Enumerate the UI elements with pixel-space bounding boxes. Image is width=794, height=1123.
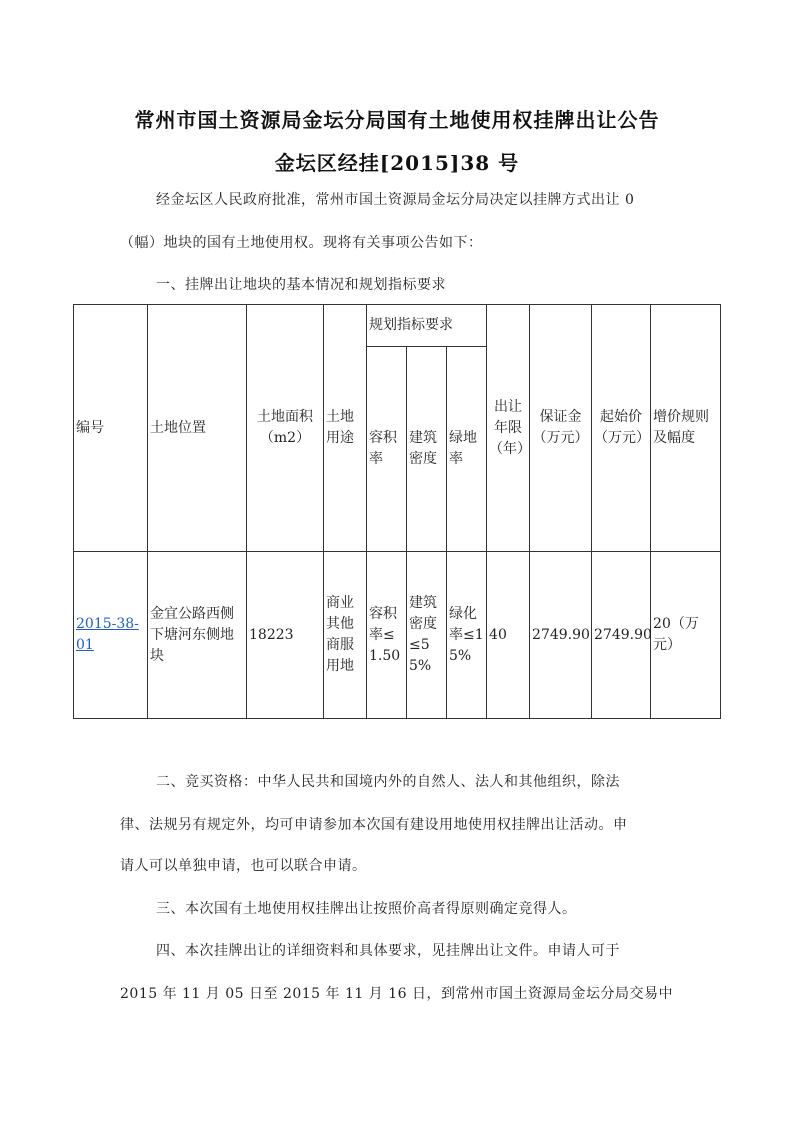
header-planning: 规划指标要求 [367,305,487,347]
cell-deposit: 2749.90 [530,552,592,719]
section-3-line-1: 三、本次国有土地使用权挂牌出让按照价高者得原则确定竞得人。 [156,901,577,917]
notice-number: 金坛区经挂[2015]38 号 [274,151,520,175]
cell-density: 建筑密度≤55% [407,552,447,719]
intro-line-2: （幅）地块的国有土地使用权。现将有关事项公告如下： [120,235,483,251]
header-far: 容积率 [367,347,407,552]
table-row [74,552,721,719]
cell-location: 金宜公路西侧下塘河东侧地块 [148,552,247,719]
header-start-price: 起始价（万元） [592,305,651,552]
intro-line-1: 经金坛区人民政府批准，常州市国土资源局金坛分局决定以挂牌方式出让 0 [156,192,635,208]
cell-term: 40 [487,552,530,719]
section-1-heading: 一、挂牌出让地块的基本情况和规划指标要求 [156,277,446,293]
cell-green: 绿化率≤15% [447,552,487,719]
section-4-line-1: 四、本次挂牌出让的详细资料和具体要求，见挂牌出让文件。申请人可于 [156,943,620,959]
header-density: 建筑密度 [407,347,447,552]
section-2-line-2: 律、法规另有规定外，均可申请参加本次国有建设用地使用权挂牌出让活动。申 [120,817,628,833]
land-parcel-table [73,304,721,719]
header-green: 绿地率 [447,347,487,552]
cell-use: 商业其他商服用地 [324,552,367,719]
header-term: 出让年限（年） [487,305,530,552]
header-area: 土地面积（m2） [247,305,324,552]
section-2-line-3: 请人可以单独申请，也可以联合申请。 [120,858,367,874]
header-deposit: 保证金（万元） [530,305,592,552]
section-4-line-2: 2015 年 11 月 05 日至 2015 年 11 月 16 日，到常州市国土资源局金坛分局交易中 [120,986,673,1002]
header-use: 土地用途 [324,305,367,552]
cell-start-price: 2749.90 [592,552,651,719]
parcel-code-link[interactable]: 2015-38-01 [76,616,139,653]
cell-far: 容积率≤1.50 [367,552,407,719]
header-increment: 增价规则及幅度 [651,305,721,552]
cell-area: 18223 [247,552,324,719]
header-location: 土地位置 [148,305,247,552]
notice-title: 常州市国土资源局金坛分局国有土地使用权挂牌出让公告 [134,108,660,132]
section-2-line-1: 二、竞买资格：中华人民共和国境内外的自然人、法人和其他组织，除法 [156,774,620,790]
cell-increment: 20（万元） [651,552,721,719]
header-code: 编号 [74,305,148,552]
